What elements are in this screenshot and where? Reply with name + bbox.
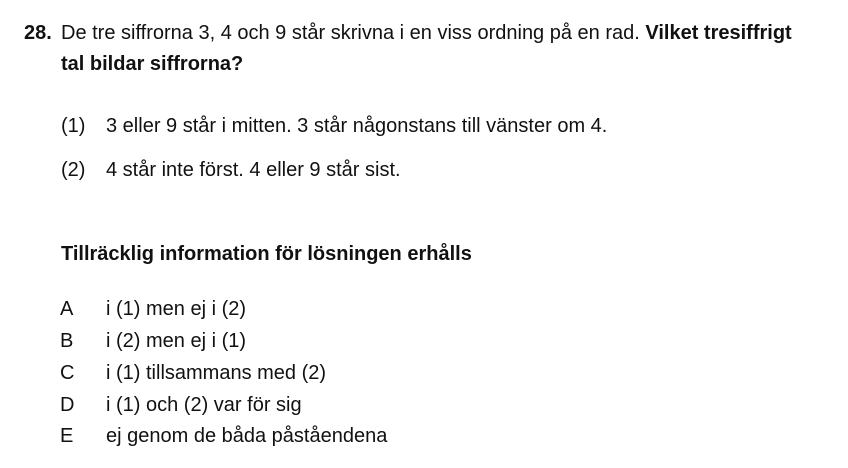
option-letter: D xyxy=(60,394,75,416)
option-letter: C xyxy=(60,362,75,384)
statement-label: (2) xyxy=(61,159,86,181)
question-text-bold-2: tal bildar siffrorna? xyxy=(61,53,244,75)
question-number: 28. xyxy=(24,22,52,44)
statement-label: (1) xyxy=(61,115,86,137)
option-text: i (2) men ej i (1) xyxy=(106,330,247,352)
option-text: ej genom de båda påståendena xyxy=(106,425,388,447)
question-text-plain: De tre siffrorna 3, 4 och 9 står skrivna i en viss ordning på en rad. xyxy=(61,22,646,44)
option-letter: A xyxy=(60,298,74,320)
statement-text: 3 eller 9 står i mitten. 3 står någonstans till vänster om 4. xyxy=(106,115,608,137)
option-letter: E xyxy=(60,425,74,447)
option-letter: B xyxy=(60,330,74,352)
sufficiency-heading: Tillräcklig information för lösningen erhålls xyxy=(61,243,472,265)
option-text: i (1) tillsammans med (2) xyxy=(106,362,327,384)
question-text-bold-1: Vilket tresiffrigt xyxy=(645,22,792,44)
statement-text: 4 står inte först. 4 eller 9 står sist. xyxy=(106,159,401,181)
question-text-line-1 xyxy=(61,22,792,45)
option-text: i (1) och (2) var för sig xyxy=(106,394,302,416)
option-text: i (1) men ej i (2) xyxy=(106,298,247,320)
